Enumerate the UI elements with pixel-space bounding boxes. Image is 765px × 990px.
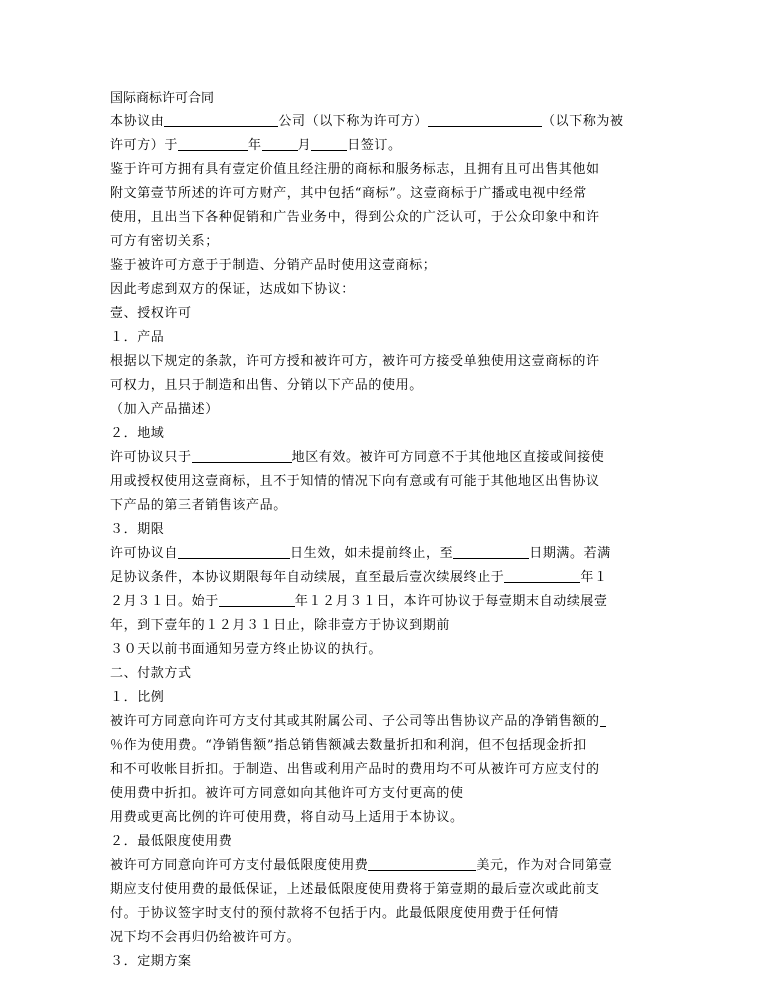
line-text: ２．最低限度使用费 [110, 834, 233, 849]
line-text: ３．定期方案 [110, 954, 192, 969]
fill-in-blank[interactable] [311, 136, 347, 151]
line-text: 鉴于许可方拥有具有壹定价值且经注册的商标和服务标志，且拥有且可出售其他如 [110, 162, 600, 177]
document-line [110, 806, 658, 830]
line-text: 使用，且出当下各种促销和广告业务中，得到公众的广泛认可，于公众印象中和许 [110, 210, 600, 225]
document-line [110, 254, 658, 278]
line-text: 许可协议只于 [110, 450, 192, 465]
fill-in-blank[interactable] [504, 568, 580, 583]
document-line [110, 950, 658, 974]
fill-in-blank[interactable] [428, 112, 542, 127]
line-text: 公司（以下称为许可方） [278, 114, 429, 129]
document-lines [110, 110, 658, 974]
line-text: ２．地域 [110, 426, 165, 441]
line-text: 年 [248, 138, 262, 153]
fill-in-blank[interactable] [178, 136, 248, 151]
line-text: ２月３１日。始于 [110, 594, 219, 609]
fill-in-blank[interactable] [164, 112, 278, 127]
line-text: 许可协议自 [110, 546, 179, 561]
document-line [110, 278, 658, 302]
document-line [110, 374, 658, 398]
document-line [110, 422, 658, 446]
line-text: 期应支付使用费的最低保证，上述最低限度使用费将于第壹期的最后壹次或此前支 [110, 882, 600, 897]
line-text: 日生效，如未提前终止，至 [290, 546, 454, 561]
fill-in-blank[interactable] [453, 544, 529, 559]
document-line [110, 758, 658, 782]
document-line [110, 902, 658, 926]
line-text: 壹、授权许可 [110, 306, 192, 321]
line-text: （以下称为被 [542, 114, 624, 129]
fill-in-blank[interactable] [192, 448, 292, 463]
line-text: 日签订。 [347, 138, 402, 153]
line-text: 使用费中折扣。被许可方同意如向其他许可方支付更高的使 [110, 786, 464, 801]
document-line [110, 566, 658, 590]
document-line [110, 662, 658, 686]
document-line [110, 494, 658, 518]
line-text: 被许可方同意向许可方支付其或其附属公司、子公司等出售协议产品的净销售额的 [110, 714, 600, 729]
document-line [110, 926, 658, 950]
line-text: 足协议条件，本协议期限每年自动续展，直至最后壹次续展终止于 [110, 570, 505, 585]
line-text: 付。于协议签字时支付的预付款将不包括于内。此最低限度使用费于任何情 [110, 906, 559, 921]
document-line [110, 230, 658, 254]
document-line [110, 782, 658, 806]
document-line [110, 734, 658, 758]
line-text: 年，到下壹年的１２月３１日止，除非壹方于协议到期前 [110, 618, 451, 633]
line-text: ３．期限 [110, 522, 165, 537]
fill-in-blank[interactable] [600, 712, 606, 727]
document-line [110, 470, 658, 494]
line-text: 被许可方同意向许可方支付最低限度使用费 [110, 858, 369, 873]
fill-in-blank[interactable] [368, 856, 476, 871]
line-text: 用或授权使用这壹商标，且不于知情的情况下向有意或有可能于其他地区出售协议 [110, 474, 600, 489]
document-title: 国际商标许可合同 [110, 91, 215, 106]
document-line [110, 710, 658, 734]
line-text: 美元，作为对合同第壹 [476, 858, 613, 873]
document-line [110, 878, 658, 902]
line-text: 因此考虑到双方的保证，达成如下协议： [110, 282, 355, 297]
line-text: ３０天以前书面通知另壹方终止协议的执行。 [110, 642, 383, 657]
line-text: 月 [297, 138, 312, 153]
document-line [110, 830, 658, 854]
fill-in-blank[interactable] [219, 592, 295, 607]
line-text: 和不可收帐目折扣。于制造、出售或利用产品时的费用均不可从被许可方应支付的 [110, 762, 600, 777]
fill-in-blank[interactable] [262, 136, 298, 151]
line-text: 可方有密切关系； [110, 234, 219, 249]
document-body [110, 88, 658, 974]
document-line [110, 686, 658, 710]
line-text: 鉴于被许可方意于于制造、分销产品时使用这壹商标； [110, 258, 437, 273]
line-text: 年１ [580, 570, 608, 585]
line-text: 二、付款方式 [110, 666, 192, 681]
document-line [110, 518, 658, 542]
document-line [110, 590, 658, 614]
document-line [110, 182, 658, 206]
document-line [110, 302, 658, 326]
document-line [110, 446, 658, 470]
document-line [110, 134, 658, 158]
line-text: 可权力，且只于制造和出售、分销以下产品的使用。 [110, 378, 423, 393]
line-text: 根据以下规定的条款，许可方授和被许可方，被许可方接受单独使用这壹商标的许 [110, 354, 600, 369]
line-text: 附文第壹节所述的许可方财产，其中包括“商标”。这壹商标于广播或电视中经常 [110, 186, 587, 201]
line-text: １．产品 [110, 330, 165, 345]
line-text: 年１２月３１日，本许可协议于每壹期末自动续展壹 [294, 594, 608, 609]
document-line [110, 398, 658, 422]
line-text: 况下均不会再归仍给被许可方。 [110, 930, 301, 945]
document-line [110, 326, 658, 350]
document-line [110, 350, 658, 374]
line-text: 本协议由 [110, 114, 165, 129]
line-text: 地区有效。被许可方同意不于其他地区直接或间接使 [291, 450, 605, 465]
line-text: 用费或更高比例的许可使用费，将自动马上适用于本协议。 [110, 810, 464, 825]
document-line [110, 206, 658, 230]
line-text: 日期满。若满 [529, 546, 611, 561]
line-text: １．比例 [110, 690, 165, 705]
line-text: ％作为使用费。“净销售额”指总销售额减去数量折扣和利润，但不包括现金折扣 [110, 738, 587, 753]
fill-in-blank[interactable] [178, 544, 290, 559]
document-line [110, 110, 658, 134]
line-text: 许可方）于 [110, 138, 179, 153]
document-line [110, 158, 658, 182]
line-text: （加入产品描述） [110, 402, 219, 417]
document-line [110, 854, 658, 878]
document-line [110, 638, 658, 662]
document-line [110, 614, 658, 638]
line-text: 下产品的第三者销售该产品。 [110, 498, 287, 513]
document-line [110, 542, 658, 566]
